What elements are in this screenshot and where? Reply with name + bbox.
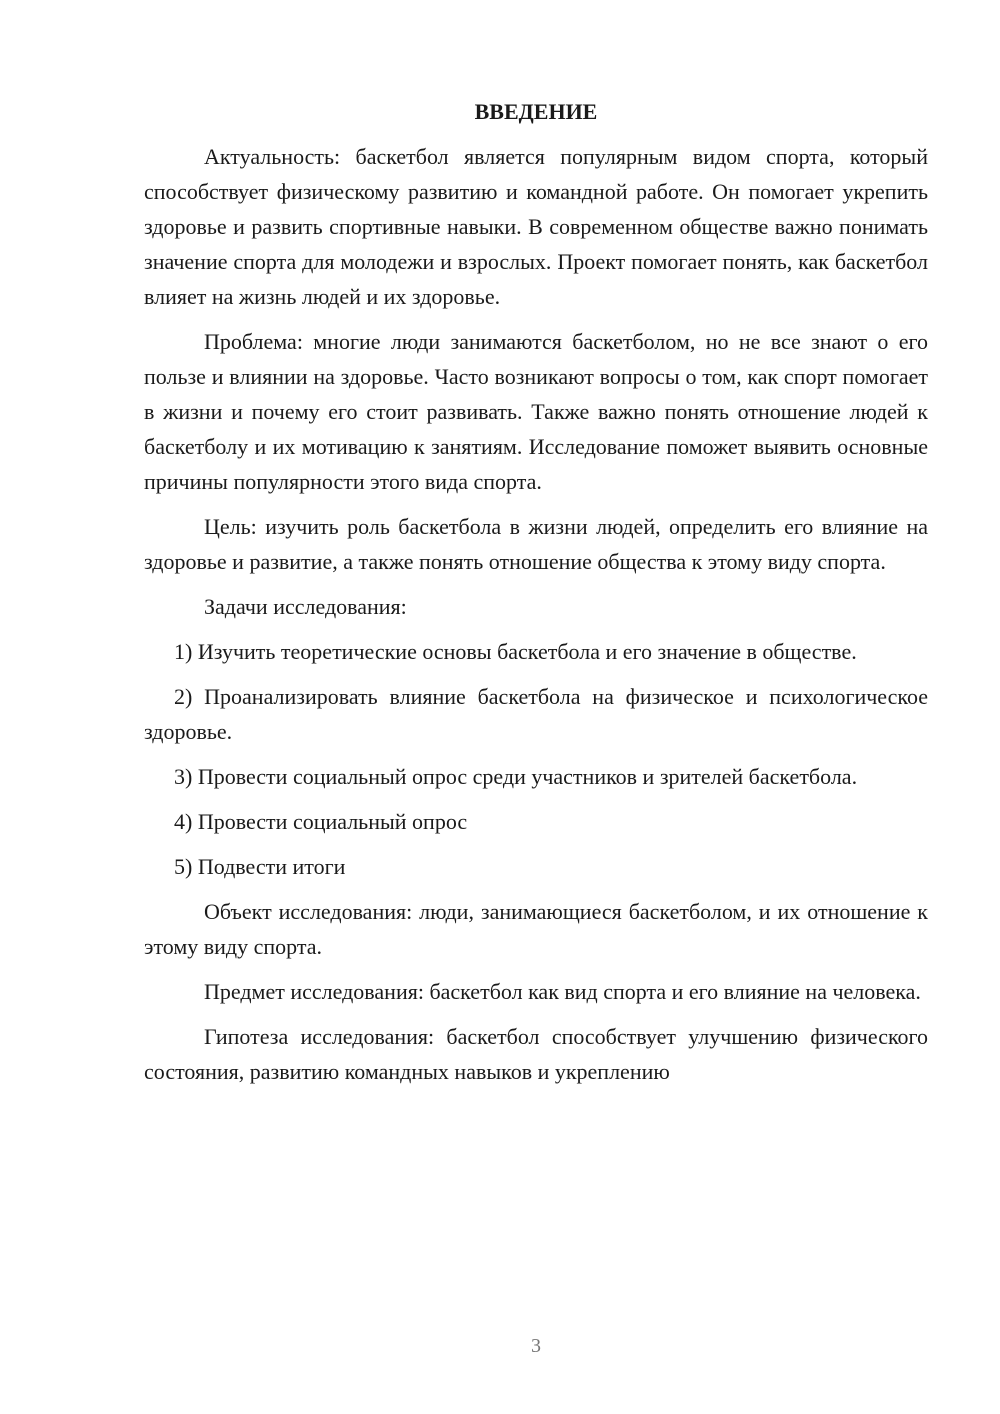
hypothesis-paragraph: Гипотеза исследования: баскетбол способствует улучшению физического состояния, развитию командных навыков и укреплению (144, 1024, 928, 1084)
task-item-2: 2) Проанализировать влияние баскетбола на физическое и психологическое здоровье. (144, 684, 928, 744)
object-paragraph: Объект исследования: люди, занимающиеся баскетболом, и их отношение к этому виду спорта. (144, 899, 928, 959)
page-content (144, 94, 928, 1099)
task-item-1: 1) Изучить теоретические основы баскетбола и его значение в обществе. (174, 639, 857, 664)
problem-paragraph: Проблема: многие люди занимаются баскетболом, но не все знают о его пользе и влиянии на здоровье. Часто возникают вопросы о том, как спорт помогает в жизни и почему его стоит развивать. Также важно понять отношение людей к баскетболу и их мотивацию к занятиям. Исследование поможет выявить основные причины популярности этого вида спорта. (144, 329, 928, 494)
task-item-5: 5) Подвести итоги (174, 854, 346, 879)
tasks-heading: Задачи исследования: (204, 594, 407, 619)
task-item-4: 4) Провести социальный опрос (174, 809, 468, 834)
page-number: 3 (531, 1335, 541, 1357)
subject-paragraph: Предмет исследования: баскетбол как вид спорта и его влияние на человека. (204, 979, 921, 1004)
relevance-paragraph: Актуальность: баскетбол является популярным видом спорта, который способствует физическому развитию и командной работе. Он помогает укрепить здоровье и развить спортивные навыки. В современном обществе важно понимать значение спорта для молодежи и взрослых. Проект помогает понять, как баскетбол влияет на жизнь людей и их здоровье. (144, 144, 928, 309)
page-title: ВВЕДЕНИЕ (474, 99, 598, 124)
goal-paragraph: Цель: изучить роль баскетбола в жизни людей, определить его влияние на здоровье и развитие, а также понять отношение общества к этому виду спорта. (144, 514, 928, 574)
task-item-3: 3) Провести социальный опрос среди участников и зрителей баскетбола. (174, 764, 858, 789)
